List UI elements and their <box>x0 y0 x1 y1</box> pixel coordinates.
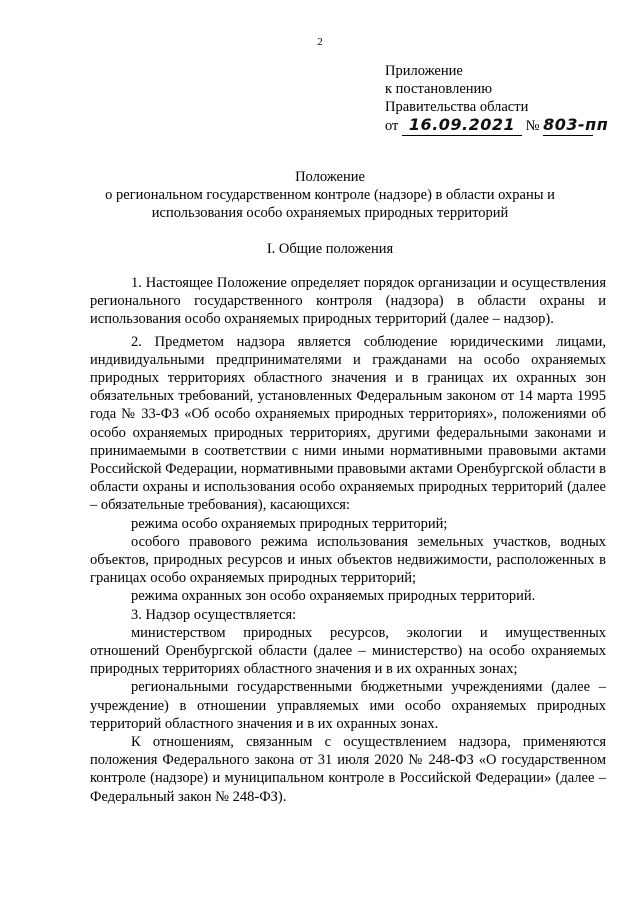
handwritten-number: 803-пп <box>543 115 609 134</box>
section-heading: I. Общие положения <box>266 241 394 257</box>
appendix-block <box>385 62 609 136</box>
paragraph-9: К отношениям, связанным с осуществлением надзора, применяются положения Федерального закона от 31 июля 2020 № 248-ФЗ «О государственном контроле (надзоре) и муниципальном контроле в Российской Федерации» (далее – Федеральный закон № 248-ФЗ). <box>90 734 606 805</box>
document-body <box>90 274 606 806</box>
paragraph-6: 3. Надзор осуществляется: <box>131 606 297 623</box>
number-prefix: № <box>525 118 540 134</box>
document-subtitle-line-2: использования особо охраняемых природных территорий <box>151 205 509 221</box>
handwritten-date: 16.09.2021 <box>408 115 516 134</box>
paragraph-2: 2. Предметом надзора является соблюдение юридическими лицами, индивидуальными предпринимателями и гражданами на особо охраняемых природных территориях областного значения и в границах их охранных зон обязательных требований, установленных Федеральным законом от 14 марта 1995 года № 33-ФЗ «Об особо охраняемых природных территориях», положениями об особо охраняемых природных территориях, другими федеральными законами и принимаемыми в соответствии с ними иными нормативными правовыми актами Российской Федерации, нормативными правовыми актами Оренбургской области в области охраны и использования особо охраняемых природных территорий (далее – обязательные требования), касающихся: <box>90 333 606 514</box>
appendix-line-2: к постановлению <box>385 81 493 97</box>
document-subtitle-line-1: о региональном государственном контроле (надзоре) в области охраны и <box>105 187 555 203</box>
date-prefix: от <box>385 118 399 134</box>
document-title: Положение <box>295 169 365 185</box>
appendix-line-1: Приложение <box>385 63 463 79</box>
appendix-date-line <box>385 115 609 136</box>
page-number: 2 <box>317 36 323 48</box>
paragraph-1: 1. Настоящее Положение определяет порядок организации и осуществления регионального государственного контроля (надзора) в области охраны и использования особо охраняемых природных территорий (далее – надзор). <box>90 275 606 328</box>
paragraph-5: режима охранных зон особо охраняемых природных территорий. <box>131 588 536 605</box>
paragraph-7: министерством природных ресурсов, экологии и имущественных отношений Оренбургской области (далее – министерство) на особо охраняемых природных территориях областного значения и в их охранных зонах; <box>90 624 606 678</box>
paragraph-3: режима особо охраняемых природных территорий; <box>131 515 448 532</box>
appendix-line-3: Правительства области <box>385 99 529 115</box>
paragraph-8: региональными государственными бюджетными учреждениями (далее – учреждение) в отношении управляемых ими особо охраняемых природных территорий областного значения и в их охранных зонах. <box>90 679 606 732</box>
paragraph-4: особого правового режима использования земельных участков, водных объектов, природных ресурсов и иных объектов недвижимости, расположенных в границах особо охраняемых природных территорий; <box>90 533 606 587</box>
